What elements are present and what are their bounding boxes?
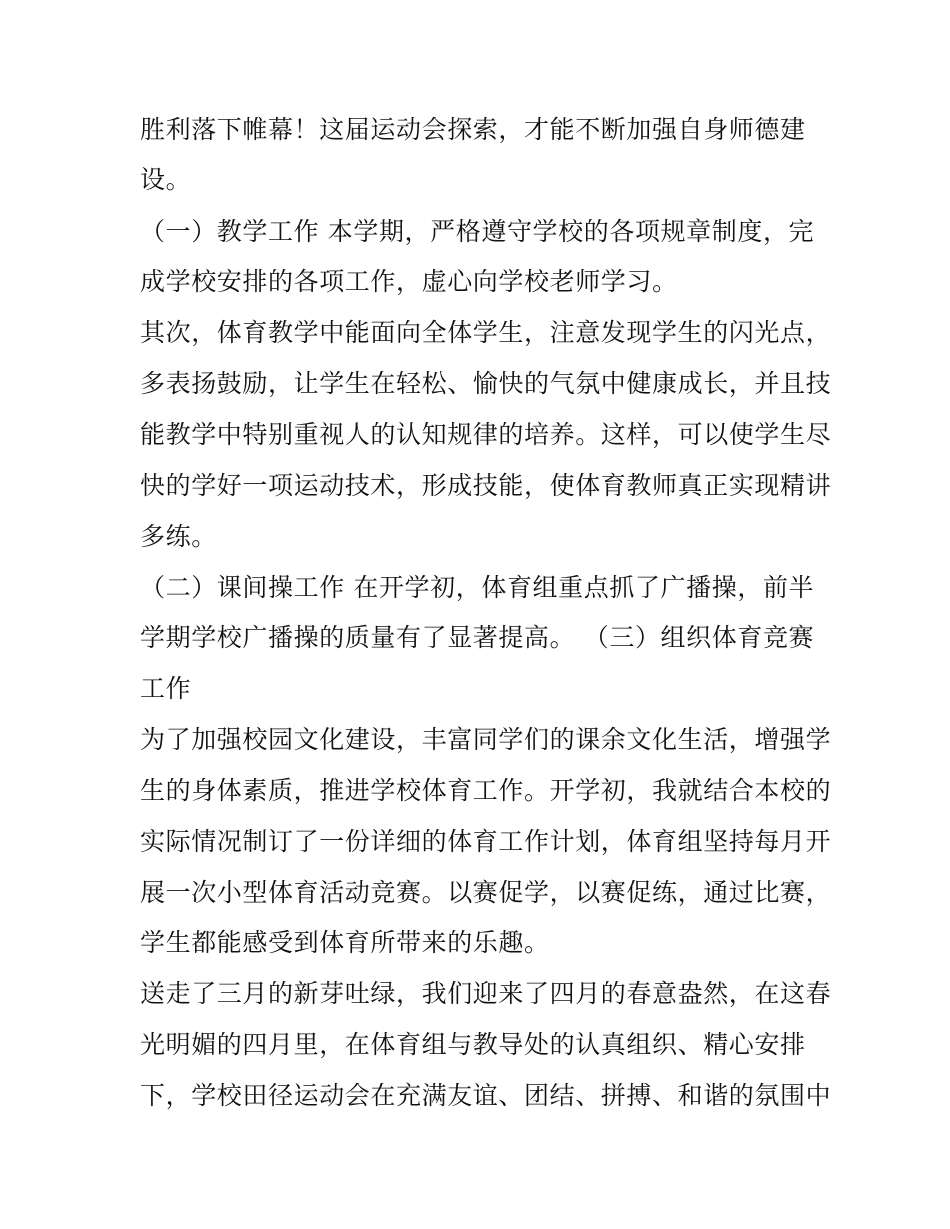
- text-line-4: 成学校安排的各项工作，虚心向学校老师学习。: [140, 267, 678, 296]
- text-line-1: 胜利落下帷幕！这届运动会探索，才能不断加强自身师德建: [140, 115, 806, 144]
- text-line-2: 设。: [140, 165, 192, 194]
- text-line-8: 快的学好一项运动技术，形成技能，使体育教师真正实现精讲: [140, 471, 832, 500]
- text-line-3: （一）教学工作 本学期，严格遵守学校的各项规章制度，完: [140, 217, 815, 246]
- text-line-20: 下，学校田径运动会在充满友谊、团结、拼搏、和谐的氛围中: [140, 1081, 832, 1110]
- text-line-17: 学生都能感受到体育所带来的乐趣。: [140, 928, 550, 957]
- text-line-6: 多表扬鼓励，让学生在轻松、愉快的气氛中健康成长，并且技: [140, 369, 832, 398]
- text-line-11: 学期学校广播操的质量有了显著提高。 （三）组织体育竞赛: [140, 623, 815, 652]
- text-line-18: 送走了三月的新芽吐绿，我们迎来了四月的春意盎然，在这春: [140, 979, 832, 1008]
- text-line-13: 为了加强校园文化建设，丰富同学们的课余文化生活，增强学: [140, 725, 832, 754]
- text-line-14: 生的身体素质，推进学校体育工作。开学初，我就结合本校的: [140, 776, 832, 805]
- text-line-12: 工作: [140, 674, 192, 703]
- text-line-7: 能教学中特别重视人的认知规律的培养。这样，可以使学生尽: [140, 420, 832, 449]
- text-line-5: 其次，体育教学中能面向全体学生，注意发现学生的闪光点，: [140, 318, 832, 347]
- text-line-16: 展一次小型体育活动竞赛。以赛促学，以赛促练，通过比赛，: [140, 878, 832, 907]
- text-line-9: 多练。: [140, 522, 217, 551]
- text-line-19: 光明媚的四月里，在体育组与教导处的认真组织、精心安排: [140, 1030, 806, 1059]
- text-line-15: 实际情况制订了一份详细的体育工作计划，体育组坚持每月开: [140, 827, 832, 856]
- text-line-10: （二）课间操工作 在开学初，体育组重点抓了广播操，前半: [140, 573, 815, 602]
